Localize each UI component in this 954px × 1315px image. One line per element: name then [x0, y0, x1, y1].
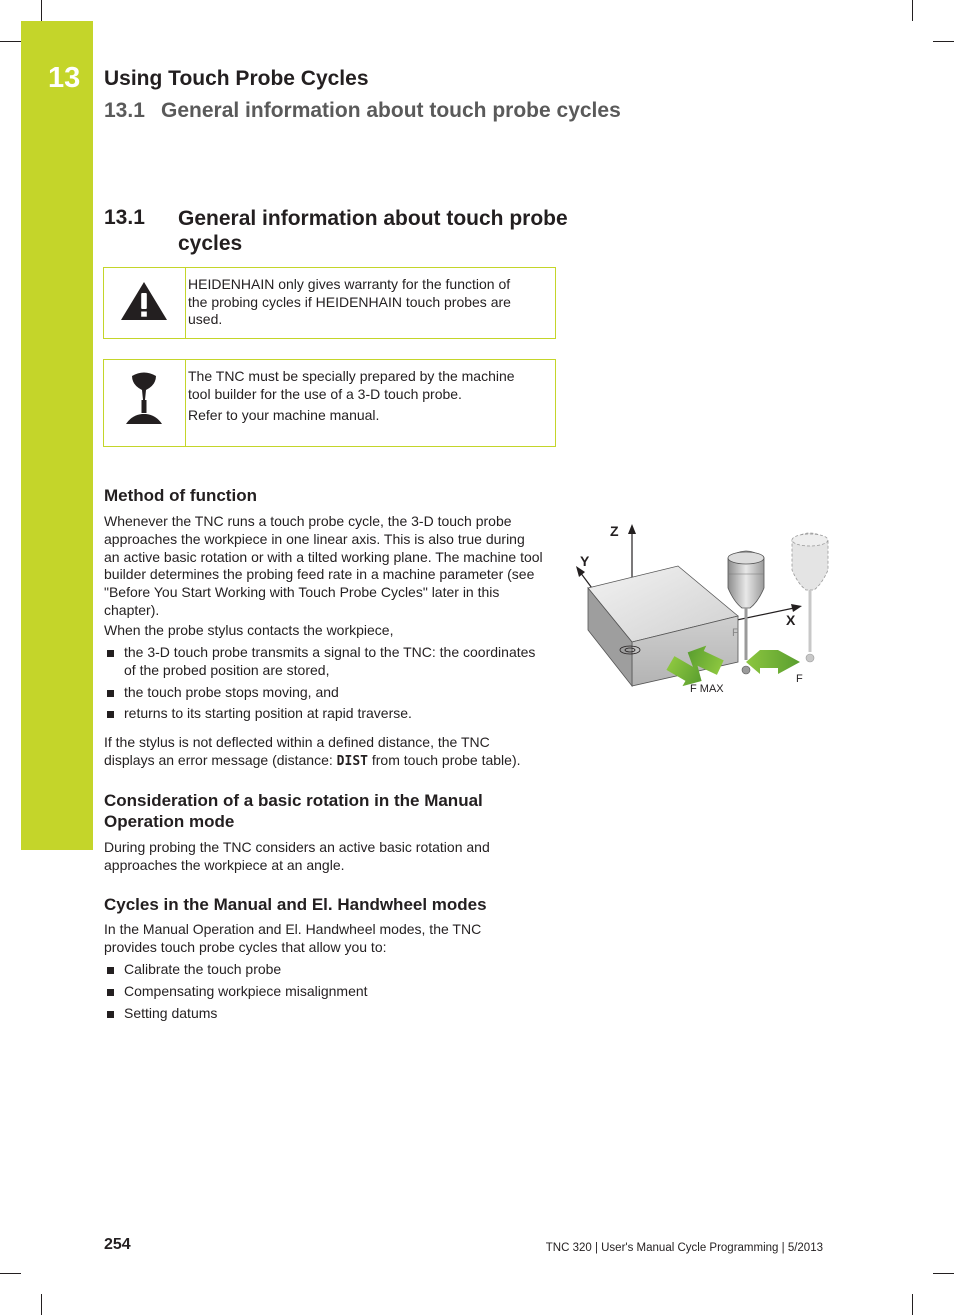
feed-label-f: F — [732, 627, 739, 639]
cycles-paragraph: In the Manual Operation and El. Handwheel modes, the TNC provides touch probe cycles that allow you to: — [104, 921, 482, 955]
axis-label-z: Z — [610, 523, 619, 539]
crop-mark — [0, 1273, 21, 1274]
heading-title: General information about touch probe cycles — [178, 207, 568, 255]
list-item: Calibrate the touch probe — [104, 961, 544, 979]
heading-number: 13.1 — [104, 206, 145, 229]
method-paragraph — [104, 734, 544, 771]
crop-mark — [912, 0, 913, 21]
crop-mark — [933, 41, 954, 42]
method-heading: Method of function — [104, 486, 257, 505]
cycles-heading: Cycles in the Manual and El. Handwheel modes — [104, 895, 487, 914]
method-bullet-list — [104, 644, 544, 727]
note-divider — [185, 268, 186, 338]
chapter-sidebar — [21, 21, 93, 850]
chapter-title: Using Touch Probe Cycles — [104, 67, 369, 90]
list-item: the 3-D touch probe transmits a signal to the TNC: the coordinates of the probed position are stored, — [104, 644, 544, 680]
approach-arrow-f — [746, 650, 800, 674]
crop-mark — [0, 41, 21, 42]
text-run: If the stylus is not deflected within a defined distance, the TNC displays an error message (distance: — [104, 734, 490, 768]
feed-label-f-approach: F — [796, 673, 803, 685]
page-number: 254 — [104, 1236, 131, 1253]
cycles-bullet-list — [104, 961, 544, 1026]
feed-label-fmax: F MAX — [690, 683, 724, 695]
section-title: General information about touch probe cycles — [161, 99, 621, 122]
crop-mark — [41, 0, 42, 21]
footer-text: TNC 320 | User's Manual Cycle Programming | 5/2013 — [545, 1242, 823, 1254]
touch-probe-figure — [566, 512, 866, 702]
probe-stylus-tip — [742, 666, 750, 674]
machine-note — [103, 359, 556, 447]
running-section-header — [104, 99, 621, 123]
crop-mark — [933, 1273, 954, 1274]
rotation-paragraph: During probing the TNC considers an active basic rotation and approaches the workpiece at an angle. — [104, 839, 490, 873]
machine-manual-icon — [124, 370, 164, 426]
note-divider — [185, 360, 186, 446]
crop-mark — [41, 1294, 42, 1315]
note-text-line: Refer to your machine manual. — [188, 407, 380, 423]
chapter-number: 13 — [48, 62, 81, 94]
list-item: the touch probe stops moving, and — [104, 684, 544, 702]
rotation-heading: Consideration of a basic rotation in the Manual Operation mode — [104, 791, 483, 831]
warning-icon — [119, 280, 169, 322]
parameter-code: DIST — [336, 753, 368, 769]
axis-label-x: X — [786, 612, 796, 628]
text-run: from touch probe table). — [367, 751, 521, 768]
list-item: returns to its starting position at rapid traverse. — [104, 705, 544, 723]
method-paragraph: Whenever the TNC runs a touch probe cycle, the 3-D touch probe approaches the workpiece in one linear axis. This is also true during an active basic rotation or with a tilted working plane. The machine tool builder determines the probing feed rate in a machine parameter (see "Before You Start Working with Touch Probe Cycles" later in this chapter). — [104, 513, 543, 618]
section-number: 13.1 — [104, 99, 145, 122]
crop-mark — [912, 1294, 913, 1315]
note-text: HEIDENHAIN only gives warranty for the function of the probing cycles if HEIDENHAIN touch probes are used. — [188, 276, 511, 327]
list-item: Compensating workpiece misalignment — [104, 983, 544, 1001]
list-item: Setting datums — [104, 1005, 544, 1023]
note-text-line: The TNC must be specially prepared by the machine tool builder for the use of a 3-D touch probe. — [188, 368, 515, 402]
method-paragraph: When the probe stylus contacts the workpiece, — [104, 622, 394, 638]
axis-label-y: Y — [580, 553, 590, 569]
note-text — [188, 368, 533, 425]
warning-note — [103, 267, 556, 339]
